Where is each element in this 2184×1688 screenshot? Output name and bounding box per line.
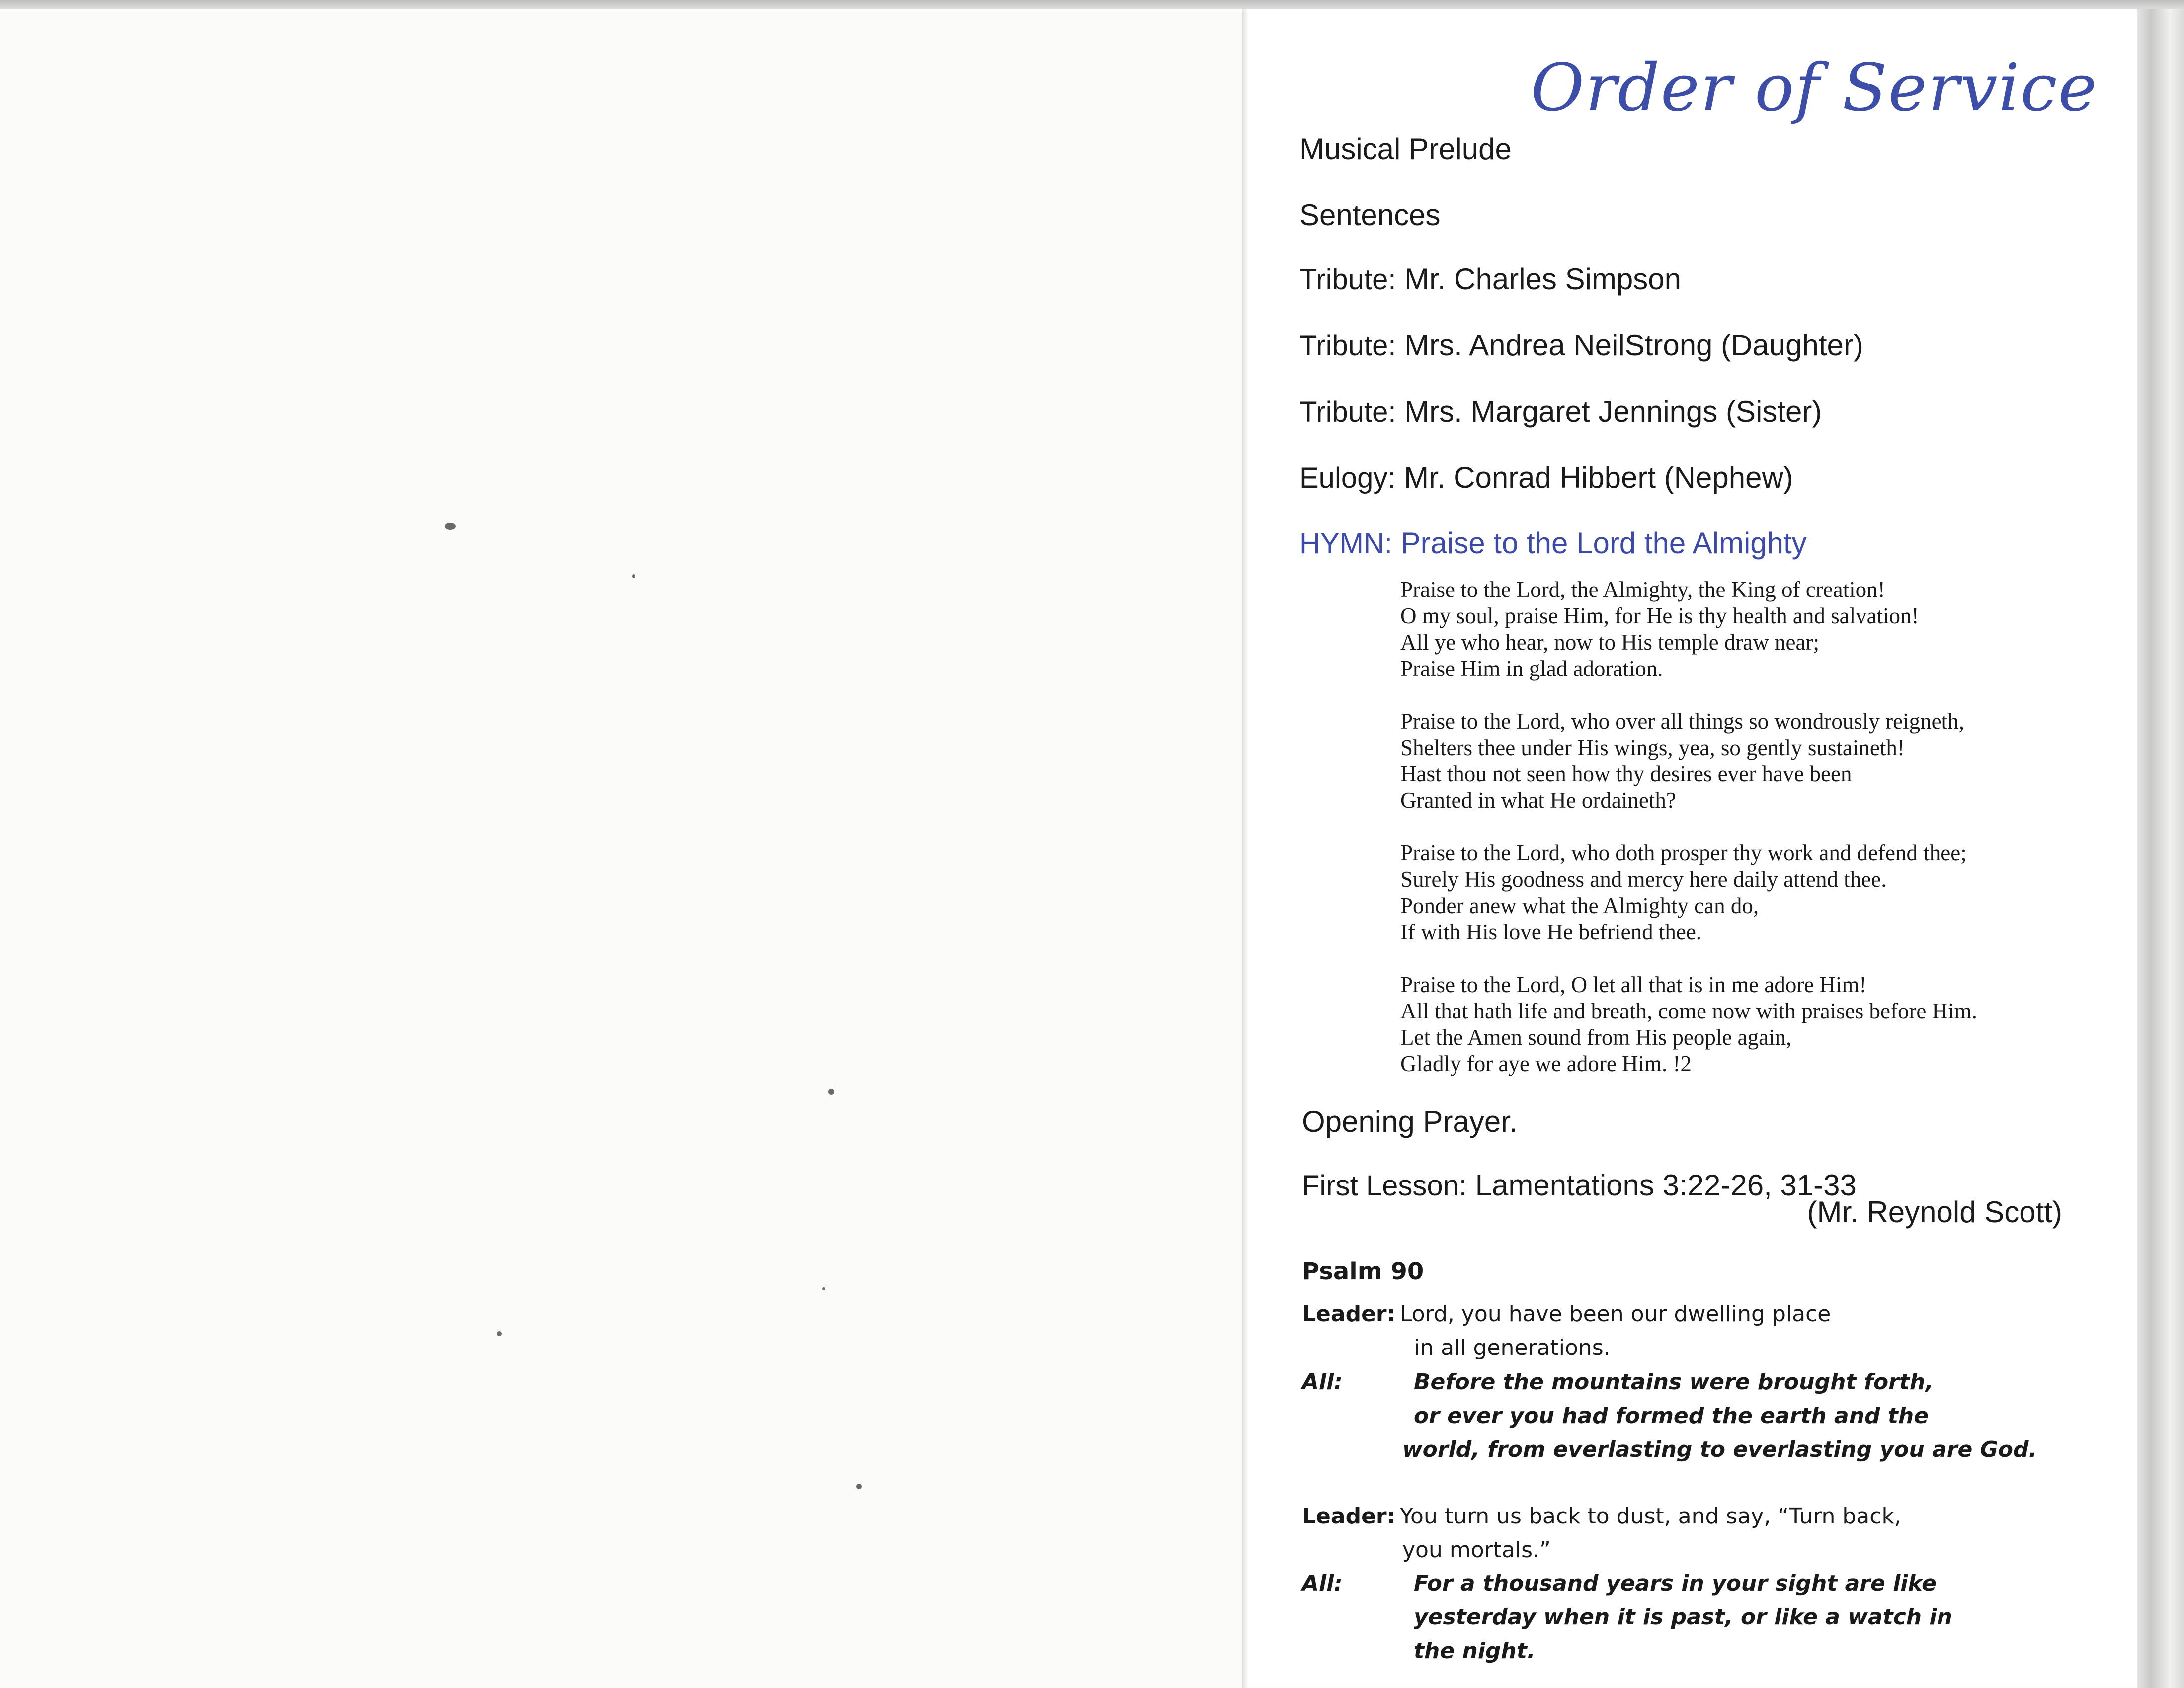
paper-speck — [445, 523, 456, 530]
page-fold — [1242, 9, 1248, 1688]
verse-line: If with His love He befriend thee. — [1400, 920, 1702, 944]
eulogy-name: Mr. Conrad Hibbert (Nephew) — [1404, 461, 1793, 494]
verse-line: Praise Him in glad adoration. — [1400, 656, 1663, 681]
verse-line: Praise to the Lord, the Almighty, the King of creation! — [1400, 577, 1885, 602]
psalm-leader-line: You turn us back to dust, and say, “Turn back, — [1400, 1504, 1901, 1529]
hymn-verse — [1400, 840, 1977, 945]
paper-speck — [497, 1331, 502, 1336]
psalm-leader-line: Lord, you have been our dwelling place — [1400, 1301, 1831, 1327]
leader-label: Leader: — [1302, 1301, 1396, 1327]
verse-line: O my soul, praise Him, for He is thy health and salvation! — [1400, 603, 1919, 628]
paper-speck — [856, 1484, 862, 1489]
psalm-response-line: Before the mountains were brought forth, — [1414, 1369, 1934, 1395]
first-lesson-reader: (Mr. Reynold Scott) — [1807, 1195, 2062, 1229]
verse-line: Praise to the Lord, who doth prosper thy work and defend thee; — [1400, 841, 1967, 865]
paper-speck — [632, 574, 635, 578]
eulogy-label: Eulogy: — [1299, 462, 1396, 494]
hymn-heading — [1299, 526, 1807, 560]
sentences-label: Sentences — [1299, 198, 1441, 232]
verse-line: Let the Amen sound from His people again, — [1400, 1025, 1792, 1050]
first-lesson-reference: Lamentations 3:22-26, 31-33 — [1475, 1169, 1857, 1202]
verse-line: All ye who hear, now to His temple draw near; — [1400, 630, 1819, 655]
tribute-name: Mrs. Andrea NeilStrong (Daughter) — [1404, 329, 1863, 362]
tribute-andrea-neilstrong — [1299, 328, 1863, 362]
musical-prelude-label: Musical Prelude — [1299, 132, 1512, 166]
hymn-verse — [1400, 577, 1977, 682]
first-lesson — [1302, 1168, 1857, 1202]
all-label: All: — [1302, 1571, 1343, 1596]
verse-line: Praise to the Lord, O let all that is in me adore Him! — [1400, 972, 1867, 997]
all-label: All: — [1302, 1369, 1343, 1395]
tribute-margaret-jennings — [1299, 394, 1822, 428]
paper-speck — [828, 1089, 834, 1095]
psalm-response-line: or ever you had formed the earth and the — [1414, 1403, 1929, 1429]
first-lesson-label: First Lesson: — [1302, 1170, 1467, 1202]
psalm-response-line: For a thousand years in your sight are like — [1414, 1571, 1937, 1596]
tribute-label: Tribute: — [1299, 330, 1396, 362]
paper-speck — [822, 1287, 825, 1290]
tribute-name: Mrs. Margaret Jennings (Sister) — [1404, 395, 1822, 428]
psalm-leader-line: in all generations. — [1414, 1335, 1611, 1360]
verse-line: Granted in what He ordaineth? — [1400, 788, 1676, 813]
psalm-response-line: the night. — [1414, 1638, 1536, 1664]
verse-line: Gladly for aye we adore Him. !2 — [1400, 1051, 1692, 1076]
leader-label: Leader: — [1302, 1504, 1396, 1529]
opening-prayer — [1302, 1104, 1518, 1139]
hymn-verse — [1400, 708, 1977, 814]
hymn-verse — [1400, 972, 1977, 1077]
sentences — [1299, 198, 1441, 232]
psalm-response-line: yesterday when it is past, or like a watch in — [1414, 1604, 1952, 1630]
verse-line: All that hath life and breath, come now with praises before Him. — [1400, 999, 1977, 1023]
tribute-label: Tribute: — [1299, 396, 1396, 428]
musical-prelude — [1299, 132, 1512, 166]
tribute-charles-simpson — [1299, 262, 1681, 296]
psalm-leader-line: you mortals.” — [1402, 1537, 1551, 1563]
hymn-label: HYMN: — [1299, 527, 1392, 560]
psalm-title: Psalm 90 — [1302, 1258, 1424, 1285]
hymn-lyrics — [1400, 577, 1977, 1103]
verse-line: Shelters thee under His wings, yea, so gently sustaineth! — [1400, 735, 1905, 760]
scan-right-edge — [2137, 9, 2184, 1688]
tribute-label: Tribute: — [1299, 263, 1396, 296]
verse-line: Ponder anew what the Almighty can do, — [1400, 893, 1759, 918]
opening-prayer-label: Opening Prayer. — [1302, 1105, 1518, 1138]
hymn-title: Praise to the Lord the Almighty — [1400, 526, 1807, 560]
verse-line: Surely His goodness and mercy here daily attend thee. — [1400, 867, 1887, 892]
verse-line: Hast thou not seen how thy desires ever have been — [1400, 761, 1852, 786]
tribute-name: Mr. Charles Simpson — [1404, 262, 1682, 296]
eulogy — [1299, 460, 1793, 495]
psalm-response-line: world, from everlasting to everlasting you are God. — [1402, 1437, 2037, 1462]
left-page-blank — [0, 9, 1245, 1688]
verse-line: Praise to the Lord, who over all things so wondrously reigneth, — [1400, 709, 1964, 734]
page-title: Order of Service — [1531, 50, 2098, 126]
